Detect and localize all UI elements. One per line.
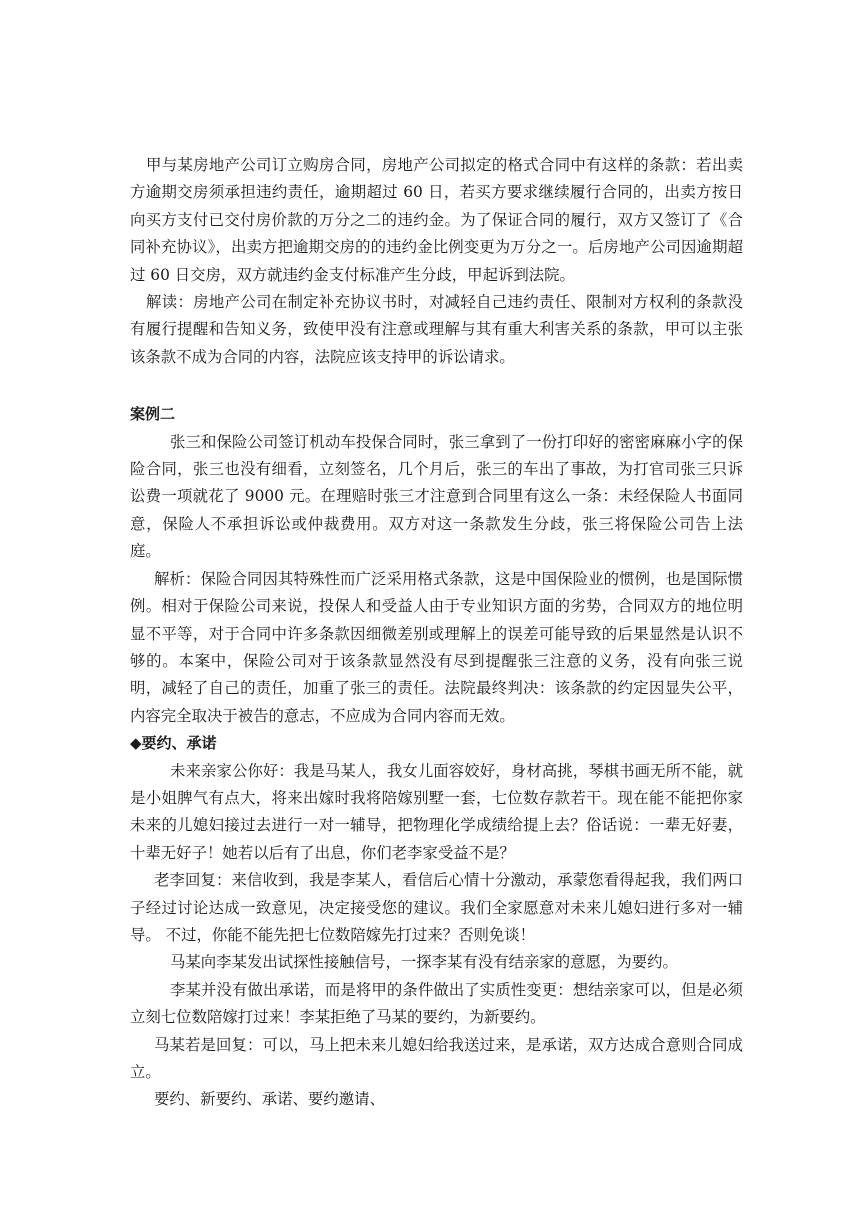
document-page [130,152,743,1114]
case2-analysis: 解析：保险合同因其特殊性而广泛采用格式条款，这是中国保险业的惯例，也是国际惯例。相对于保险公司来说，投保人和受益人由于专业知识方面的劣势，合同双方的地位明显不平等，对于合同中许多条款因细微差别或理解上的误差可能导致的后果显然是认识不够的。本案中，保险公司对于该条款显然没有尽到提醒张三注意的义务，没有向张三说明，减轻了自己的责任，加重了张三的责任。法院最终判决：该条款的约定因显失公平，内容完全取决于被告的意志，不应成为合同内容而无效。 [130,569,743,725]
note-acceptance: 马某若是回复：可以，马上把未来儿媳妇给我送过来，是承诺，双方达成合意则合同成立。 [130,1035,743,1081]
terms-list: 要约、新要约、承诺、要约邀请、 [154,1090,385,1109]
offer-letter: 未来亲家公你好：我是马某人，我女儿面容姣好，身材高挑，琴棋书画无所不能，就是小姐脾气有点大，将来出嫁时我将陪嫁别墅一套，七位数存款若干。现在能不能把你家未来的儿媳妇接过去进行一对一辅导，把物理化学成绩给提上去？俗话说：一辈无好妻，十辈无好子！她若以后有了出息，你们老李家受益不是？ [130,761,743,862]
offer-reply: 老李回复：来信收到，我是李某人，看信后心情十分激动，承蒙您看得起我，我们两口子经过讨论达成一致意见，决定接受您的建议。我们全家愿意对未来儿媳妇进行多对一辅导。 不过，你能不能先把七位数陪嫁先打过来？否则免谈！ [130,871,743,944]
note-counter-offer: 李某并没有做出承诺，而是将甲的条件做出了实质性变更：想结亲家可以，但是必须立刻七位数陪嫁打过来！李某拒绝了马某的要约，为新要约。 [130,980,743,1027]
offer-section-heading: ◆要约、承诺 [130,734,217,753]
case1-analysis: 解读：房地产公司在制定补充协议书时，对减轻自己违约责任、限制对方权利的条款没有履行提醒和告知义务，致使甲没有注意或理解与其有重大利害关系的条款，甲可以主张该条款不成为合同的内容，法院应该支持甲的诉讼请求。 [130,293,743,366]
case2-facts: 张三和保险公司签订机动车投保合同时，张三拿到了一份打印好的密密麻麻小字的保险合同，张三也没有细看，立刻签名，几个月后，张三的车出了事故，为打官司张三只诉讼费一项就花了 9000 元。在理赔时张三才注意到合同里有这么一条：未经保险人书面同意，保险人不承担诉讼或仲裁费用。双方对这一条款发生分歧，张三将保险公司告上法庭。 [130,432,743,561]
case2-heading: 案例二 [130,405,176,424]
note-offer: 马某向李某发出试探性接触信号，一探李某有没有结亲家的意愿，为要约。 [170,953,678,972]
case1-facts: 甲与某房地产公司订立购房合同，房地产公司拟定的格式合同中有这样的条款：若出卖方逾期交房须承担违约责任，逾期超过 60 日，若买方要求继续履行合同的，出卖方按日向买方支付已交付房价款的万分之二的违约金。为了保证合同的履行，双方又签订了《合同补充协议》，出卖方把逾期交房的的违约金比例变更为万分之一。后房地产公司因逾期超过 60 日交房，双方就违约金支付标准产生分歧，甲起诉到法院。 [130,156,743,284]
